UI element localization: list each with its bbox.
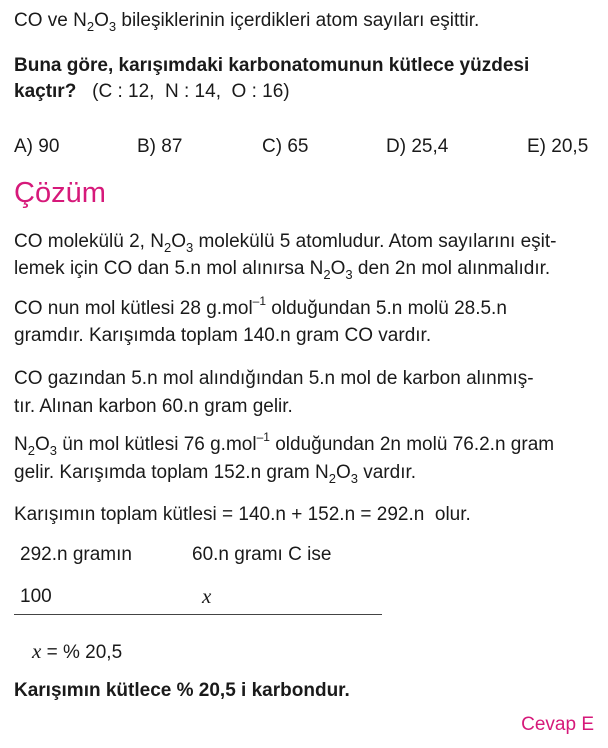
question-prompt: kaçtır? — [14, 81, 77, 102]
proportion-row-1-left: 292.n gramın — [20, 544, 132, 565]
question-line-3 — [14, 81, 290, 103]
result-variable: x — [32, 639, 42, 663]
solution-total-mass: Karışımın toplam kütlesi = 140.n + 152.n = 292.n olur. — [14, 504, 471, 525]
answer-options — [0, 136, 608, 158]
option-d: D) 25,4 — [386, 136, 449, 157]
solution-p3-line-1: CO gazından 5.n mol alındığından 5.n mol de karbon alınmış- — [14, 368, 534, 389]
solution-p4-line-2: gelir. Karışımda toplam 152.n gram $N_2O_3$ vardır. — [14, 462, 417, 486]
option-a: A) 90 — [14, 136, 60, 157]
conclusion: Karışımın kütlece % 20,5 i karbondur. — [14, 680, 350, 701]
solution-p1-line-1: CO molekülü 2, $N_2O_3$ molekülü 5 atomludur. Atom sayılarını eşit- — [14, 231, 557, 255]
result-line: x = % 20,5 — [32, 639, 123, 663]
option-c: C) 65 — [262, 136, 309, 157]
answer-label: Cevap E — [521, 714, 594, 735]
solution-p4-line-1: $N_2O_3$ ün mol kütlesi 76 g.mol$^{-1}$ olduğundan 2n molü 76.2.n gram — [14, 430, 555, 458]
proportion-row-2-left: 100 — [20, 586, 52, 607]
atomic-masses: (C : 12, N : 14, O : 16) — [76, 81, 290, 102]
solution-p2-line-1: CO nun mol kütlesi 28 g.mol$^{-1}$ olduğundan 5.n molü 28.5.n — [14, 294, 507, 319]
option-e: E) 20,5 — [527, 136, 589, 157]
solution-p2-line-2: gramdır. Karışımda toplam 140.n gram CO vardır. — [14, 325, 432, 346]
proportion-row-2-right: x — [202, 584, 212, 608]
solution-p1-line-2: lemek için CO dan 5.n mol alınırsa $N_2O_3$ den 2n mol alınmalıdır. — [14, 258, 551, 282]
fraction-divider — [14, 614, 382, 615]
proportion-row-1-right: 60.n gramı C ise — [192, 544, 332, 565]
question-line-1: CO ve $N_2O_3$ bileşiklerinin içerdikleri atom sayıları eşittir. — [14, 10, 480, 34]
solution-heading: Çözüm — [14, 177, 106, 209]
question-line-2: Buna göre, karışımdaki karbonatomunun kütlece yüzdesi — [14, 55, 530, 76]
solution-p3-line-2: tır. Alınan karbon 60.n gram gelir. — [14, 396, 293, 417]
option-b: B) 87 — [137, 136, 183, 157]
